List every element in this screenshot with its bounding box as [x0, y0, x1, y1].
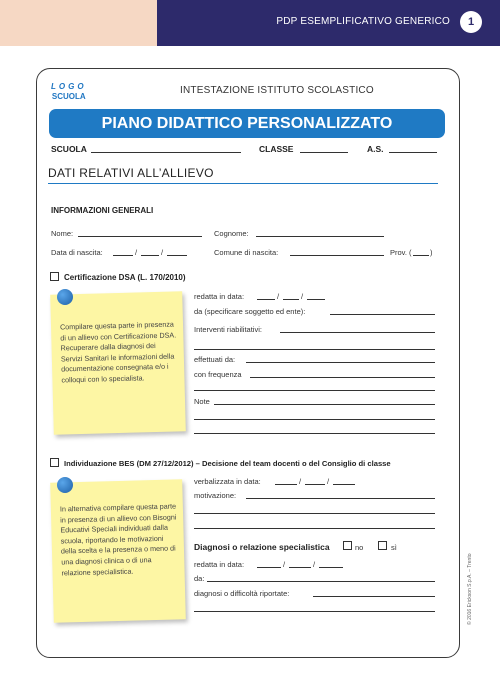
- school-field[interactable]: [91, 152, 241, 153]
- bes-checkbox[interactable]: [50, 458, 59, 467]
- province-label: Prov. (: [390, 248, 412, 257]
- birth-place-label: Comune di nascita:: [214, 248, 279, 257]
- bes-month-field[interactable]: [305, 484, 325, 485]
- date-separator: /: [283, 560, 286, 569]
- name-label: Nome:: [51, 229, 74, 238]
- bes-motivation-line[interactable]: [194, 513, 435, 514]
- dsa-interventions-label: Interventi riabilitativi:: [194, 325, 262, 334]
- header-tab: [0, 0, 157, 46]
- dsa-interventions-field[interactable]: [280, 332, 435, 333]
- general-info-heading: INFORMAZIONI GENERALI: [51, 206, 154, 215]
- birth-date-label: Data di nascita:: [51, 248, 103, 257]
- name-field[interactable]: [78, 236, 202, 237]
- province-field[interactable]: [413, 255, 429, 256]
- title-banner: [49, 109, 445, 138]
- dsa-day-field[interactable]: [257, 299, 275, 300]
- date-separator: /: [135, 248, 138, 257]
- dsa-checkbox-label: Certificazione DSA (L. 170/2010): [64, 273, 186, 282]
- dsa-interventions-line[interactable]: [194, 349, 435, 350]
- date-separator: /: [277, 292, 280, 301]
- dsa-by-field[interactable]: [330, 314, 435, 315]
- dsa-notes-line[interactable]: [194, 419, 435, 420]
- bes-verbalized-label: verbalizzata in data:: [194, 477, 261, 486]
- bes-drafted-year-field[interactable]: [319, 567, 343, 568]
- dsa-extra-line[interactable]: [194, 390, 435, 391]
- dsa-drafted-label: redatta in data:: [194, 292, 245, 301]
- dsa-frequency-label: con frequenza: [194, 370, 242, 379]
- date-separator: /: [327, 477, 330, 486]
- copyright-credit: © 2016 Erickson S.p.A. – Trento: [467, 553, 473, 625]
- surname-label: Cognome:: [214, 229, 249, 238]
- diagnosis-no-checkbox[interactable]: [343, 541, 352, 550]
- diagnosis-no-label: no: [355, 543, 364, 552]
- bes-difficulty-line[interactable]: [194, 611, 435, 612]
- dsa-frequency-field[interactable]: [250, 377, 435, 378]
- section-title: DATI RELATIVI ALL’ALLIEVO: [48, 166, 214, 180]
- bes-drafted-day-field[interactable]: [257, 567, 281, 568]
- diagnosis-yes-checkbox[interactable]: [378, 541, 387, 550]
- birth-place-field[interactable]: [290, 255, 384, 256]
- date-separator: /: [313, 560, 316, 569]
- dsa-note-text: Compilare questa parte in presenza di un allievo con Certificazione DSA. Recuperare dalla diagnosi dei Servizi Sanitari le informazioni della documentazione consegnata e/o i colloqui con lo specialista.: [59, 319, 177, 385]
- pin-icon: [57, 477, 73, 493]
- school-logo: LOGO SCUOLA: [51, 82, 87, 101]
- dsa-month-field[interactable]: [283, 299, 299, 300]
- bes-drafted-label: redatta in data:: [194, 560, 245, 569]
- date-separator: /: [299, 477, 302, 486]
- surname-field[interactable]: [256, 236, 384, 237]
- province-close: ): [430, 248, 433, 257]
- bes-by-field[interactable]: [207, 581, 435, 582]
- dsa-done-by-label: effettuati da:: [194, 355, 236, 364]
- bes-motivation-line[interactable]: [194, 528, 435, 529]
- bes-drafted-month-field[interactable]: [289, 567, 311, 568]
- institution-header: INTESTAZIONE ISTITUTO SCOLASTICO: [180, 85, 374, 96]
- bes-day-field[interactable]: [275, 484, 297, 485]
- header-bar: [157, 0, 500, 46]
- dsa-notes-label: Note: [194, 397, 210, 406]
- dsa-sticky-note: [50, 291, 186, 434]
- bes-sticky-note: [50, 479, 186, 622]
- bes-motivation-label: motivazione:: [194, 491, 237, 500]
- page-title: PIANO DIDATTICO PERSONALIZZATO: [101, 115, 393, 132]
- bes-motivation-field[interactable]: [246, 498, 435, 499]
- bes-diagnosis-label: Diagnosi o relazione specialistica: [194, 542, 330, 552]
- bes-checkbox-label: Individuazione BES (DM 27/12/2012) – Decisione del team docenti o del Consiglio di classe: [64, 459, 391, 468]
- pin-icon: [57, 289, 73, 305]
- bes-difficulty-field[interactable]: [313, 596, 435, 597]
- year-field[interactable]: [389, 152, 437, 153]
- bes-difficulty-label: diagnosi o difficoltà riportate:: [194, 589, 290, 598]
- section-rule: [48, 183, 438, 184]
- school-label: SCUOLA: [51, 144, 87, 154]
- dsa-notes-line[interactable]: [194, 433, 435, 434]
- bes-by-label: da:: [194, 574, 205, 583]
- birth-day-field[interactable]: [113, 255, 133, 256]
- class-field[interactable]: [300, 152, 348, 153]
- year-label: A.S.: [367, 144, 384, 154]
- date-separator: /: [301, 292, 304, 301]
- dsa-by-label: da (specificare soggetto ed ente):: [194, 307, 306, 316]
- birth-month-field[interactable]: [141, 255, 159, 256]
- header-title: PDP ESEMPLIFICATIVO GENERICO: [276, 16, 450, 27]
- page-number: 1: [460, 11, 482, 33]
- diagnosis-yes-label: sì: [391, 543, 397, 552]
- dsa-checkbox[interactable]: [50, 272, 59, 281]
- class-label: CLASSE: [259, 144, 294, 154]
- dsa-done-by-field[interactable]: [246, 362, 435, 363]
- date-separator: /: [161, 248, 164, 257]
- bes-year-field[interactable]: [333, 484, 355, 485]
- bes-note-text: In alternativa compilare questa parte in presenza di un allievo con Bisogni Educativi Speciali individuati dalla scuola, riportando le motivazioni della scelta e la presenza o meno di una diagnosi clinica o di una relazione specialistica.: [59, 501, 177, 578]
- dsa-year-field[interactable]: [307, 299, 325, 300]
- dsa-notes-field[interactable]: [214, 404, 435, 405]
- birth-year-field[interactable]: [167, 255, 187, 256]
